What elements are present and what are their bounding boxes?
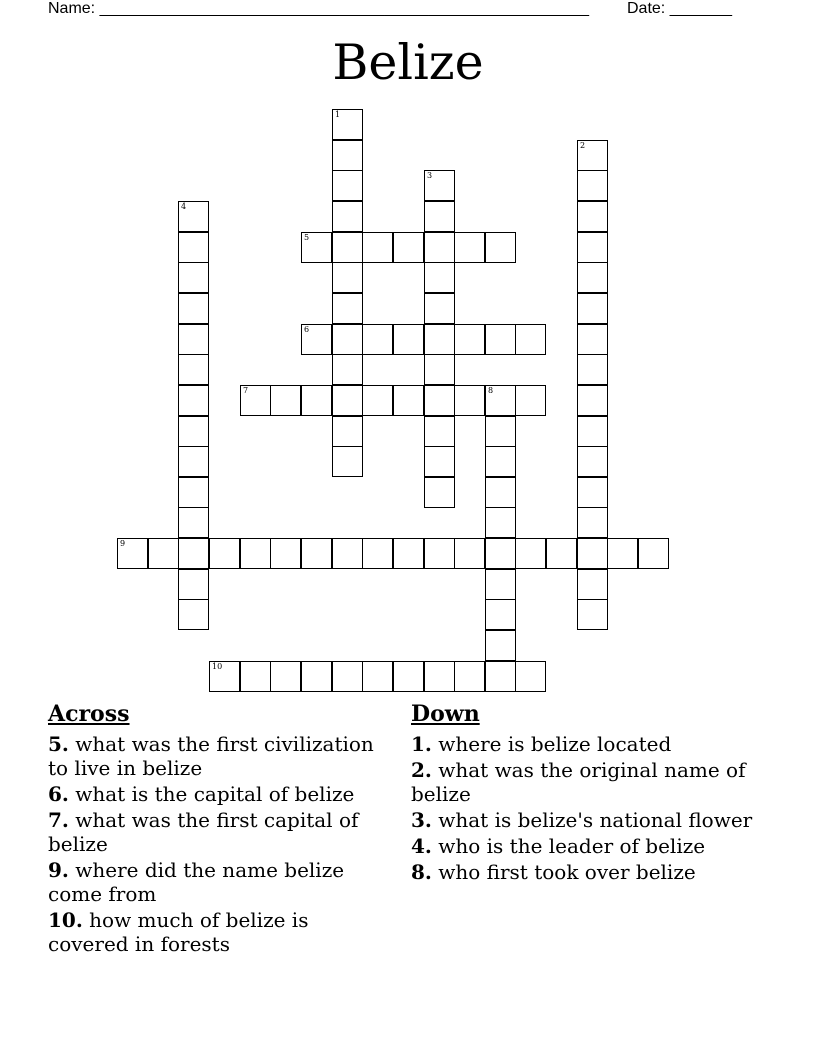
clue-text: who first took over belize: [431, 860, 696, 884]
grid-cell[interactable]: [301, 324, 332, 355]
grid-cell[interactable]: [178, 446, 209, 477]
across-heading: Across: [48, 701, 130, 727]
grid-cell[interactable]: [454, 661, 485, 692]
grid-cell[interactable]: [546, 538, 577, 569]
grid-cell[interactable]: [393, 538, 424, 569]
grid-cell[interactable]: [393, 232, 424, 263]
clue-text: what was the original name of belize: [411, 758, 746, 806]
grid-cell[interactable]: [148, 538, 179, 569]
grid-cell[interactable]: [515, 538, 546, 569]
grid-cell[interactable]: [301, 232, 332, 263]
grid-cell[interactable]: [424, 324, 455, 355]
grid-cell[interactable]: [332, 109, 363, 140]
grid-cell[interactable]: [332, 354, 363, 385]
clue-text: who is the leader of belize: [431, 834, 706, 858]
grid-cell[interactable]: [424, 446, 455, 477]
clue-number-label: 6: [304, 325, 310, 334]
clue-number: 4.: [411, 834, 432, 858]
across-clue: [48, 808, 388, 856]
grid-cell[interactable]: [515, 324, 546, 355]
down-clue: [411, 834, 761, 858]
grid-cell[interactable]: [209, 661, 240, 692]
clue-text: where is belize located: [431, 732, 672, 756]
clue-number: 6.: [48, 782, 69, 806]
grid-cell[interactable]: [270, 385, 301, 416]
clue-text: what was the first civilization to live in belize: [48, 732, 374, 780]
across-clue: [48, 908, 388, 956]
grid-cell[interactable]: [485, 569, 516, 600]
clue-number: 8.: [411, 860, 432, 884]
grid-cell[interactable]: [424, 262, 455, 293]
grid-cell[interactable]: [178, 354, 209, 385]
grid-cell[interactable]: [332, 262, 363, 293]
down-clue: [411, 860, 761, 884]
grid-cell[interactable]: [485, 385, 516, 416]
grid-cell[interactable]: [332, 385, 363, 416]
puzzle-title: Belize: [332, 34, 484, 91]
grid-cell[interactable]: [270, 538, 301, 569]
grid-cell[interactable]: [178, 293, 209, 324]
grid-cell[interactable]: [454, 385, 485, 416]
clue-number-label: 3: [427, 171, 433, 180]
date-field[interactable]: Date: _______: [627, 0, 732, 17]
clue-number-label: 10: [212, 662, 223, 671]
grid-cell[interactable]: [424, 170, 455, 201]
grid-cell[interactable]: [301, 661, 332, 692]
clue-text: what was the first capital of belize: [48, 808, 359, 856]
clue-number-label: 1: [335, 110, 341, 119]
grid-cell[interactable]: [240, 661, 271, 692]
grid-cell[interactable]: [178, 262, 209, 293]
grid-cell[interactable]: [424, 293, 455, 324]
grid-cell[interactable]: [178, 416, 209, 447]
clue-text: how much of belize is covered in forests: [48, 908, 309, 956]
across-clues: [48, 700, 388, 958]
grid-cell[interactable]: [362, 324, 393, 355]
grid-cell[interactable]: [424, 385, 455, 416]
grid-cell[interactable]: [424, 538, 455, 569]
grid-cell[interactable]: [240, 385, 271, 416]
grid-cell[interactable]: [301, 538, 332, 569]
grid-cell[interactable]: [424, 661, 455, 692]
grid-cell[interactable]: [332, 446, 363, 477]
grid-cell[interactable]: [332, 538, 363, 569]
across-clue: [48, 782, 388, 806]
grid-cell[interactable]: [577, 385, 608, 416]
grid-cell[interactable]: [178, 569, 209, 600]
clue-number: 5.: [48, 732, 69, 756]
grid-cell[interactable]: [577, 446, 608, 477]
clue-number-label: 5: [304, 233, 310, 242]
grid-cell[interactable]: [332, 170, 363, 201]
grid-cell[interactable]: [577, 232, 608, 263]
grid-cell[interactable]: [485, 507, 516, 538]
grid-cell[interactable]: [332, 140, 363, 171]
grid-cell[interactable]: [362, 538, 393, 569]
grid-cell[interactable]: [178, 599, 209, 630]
grid-cell[interactable]: [515, 385, 546, 416]
clue-number: 9.: [48, 858, 69, 882]
clue-number: 10.: [48, 908, 83, 932]
grid-cell[interactable]: [577, 262, 608, 293]
clue-text: what is the capital of belize: [68, 782, 355, 806]
grid-cell[interactable]: [454, 232, 485, 263]
grid-cell[interactable]: [485, 232, 516, 263]
grid-cell[interactable]: [485, 477, 516, 508]
grid-cell[interactable]: [424, 354, 455, 385]
grid-cell[interactable]: [332, 293, 363, 324]
grid-cell[interactable]: [362, 661, 393, 692]
grid-cell[interactable]: [117, 538, 148, 569]
grid-cell[interactable]: [577, 599, 608, 630]
grid-cell[interactable]: [577, 293, 608, 324]
down-clues: [411, 700, 761, 886]
grid-cell[interactable]: [178, 507, 209, 538]
clue-number: 7.: [48, 808, 69, 832]
grid-cell[interactable]: [577, 354, 608, 385]
grid-cell[interactable]: [577, 170, 608, 201]
grid-cell[interactable]: [485, 599, 516, 630]
grid-cell[interactable]: [178, 201, 209, 232]
grid-cell[interactable]: [638, 538, 669, 569]
grid-cell[interactable]: [332, 324, 363, 355]
grid-cell[interactable]: [485, 661, 516, 692]
down-clue: [411, 758, 761, 806]
name-field[interactable]: Name: _______________________________________________________: [48, 0, 589, 17]
grid-cell[interactable]: [577, 201, 608, 232]
grid-cell[interactable]: [332, 201, 363, 232]
grid-cell[interactable]: [424, 201, 455, 232]
grid-cell[interactable]: [178, 232, 209, 263]
grid-cell[interactable]: [332, 416, 363, 447]
grid-cell[interactable]: [424, 232, 455, 263]
clue-number-label: 7: [243, 386, 249, 395]
grid-cell[interactable]: [607, 538, 638, 569]
grid-cell[interactable]: [424, 416, 455, 447]
down-clue: [411, 732, 761, 756]
grid-cell[interactable]: [362, 232, 393, 263]
grid-cell[interactable]: [485, 446, 516, 477]
grid-cell[interactable]: [362, 385, 393, 416]
grid-cell[interactable]: [485, 630, 516, 661]
grid-cell[interactable]: [270, 661, 301, 692]
down-heading: Down: [411, 701, 480, 727]
clue-text: what is belize's national flower: [431, 808, 753, 832]
clue-number-label: 2: [580, 141, 586, 150]
grid-cell[interactable]: [577, 416, 608, 447]
across-clue: [48, 732, 388, 780]
grid-cell[interactable]: [393, 324, 424, 355]
grid-cell[interactable]: [393, 661, 424, 692]
grid-cell[interactable]: [178, 477, 209, 508]
grid-cell[interactable]: [577, 538, 608, 569]
clue-number-label: 4: [181, 202, 187, 211]
grid-cell[interactable]: [577, 569, 608, 600]
grid-cell[interactable]: [577, 507, 608, 538]
down-clue: [411, 808, 761, 832]
clue-text: where did the name belize come from: [48, 858, 345, 906]
grid-cell[interactable]: [485, 416, 516, 447]
grid-cell[interactable]: [515, 661, 546, 692]
grid-cell[interactable]: [577, 324, 608, 355]
grid-cell[interactable]: [577, 477, 608, 508]
grid-cell[interactable]: [454, 324, 485, 355]
grid-cell[interactable]: [301, 385, 332, 416]
grid-cell[interactable]: [577, 140, 608, 171]
grid-cell[interactable]: [178, 324, 209, 355]
grid-cell[interactable]: [240, 538, 271, 569]
grid-cell[interactable]: [485, 538, 516, 569]
clue-number: 2.: [411, 758, 432, 782]
clue-number-label: 9: [120, 539, 126, 548]
grid-cell[interactable]: [485, 324, 516, 355]
grid-cell[interactable]: [209, 538, 240, 569]
clue-number-label: 8: [488, 386, 494, 395]
grid-cell[interactable]: [332, 232, 363, 263]
grid-cell[interactable]: [178, 538, 209, 569]
grid-cell[interactable]: [424, 477, 455, 508]
clue-number: 1.: [411, 732, 432, 756]
grid-cell[interactable]: [178, 385, 209, 416]
grid-cell[interactable]: [393, 385, 424, 416]
grid-cell[interactable]: [332, 661, 363, 692]
grid-cell[interactable]: [454, 538, 485, 569]
clue-number: 3.: [411, 808, 432, 832]
across-clue: [48, 858, 388, 906]
